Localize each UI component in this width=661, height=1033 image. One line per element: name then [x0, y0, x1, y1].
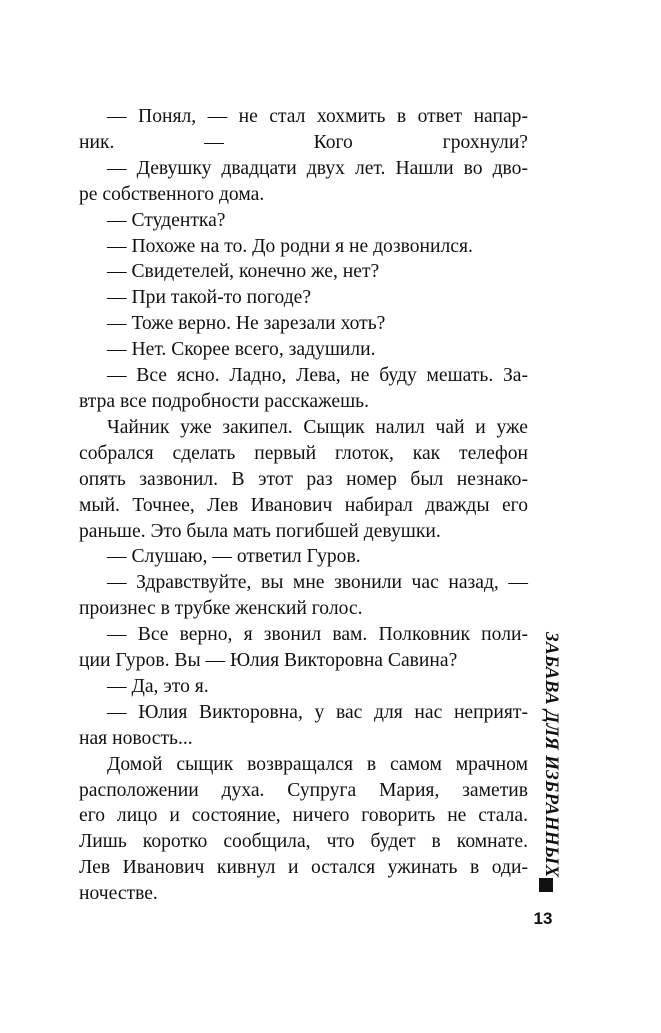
running-head-title: ЗАБАВА ДЛЯ ИЗБРАННЫХ — [541, 632, 562, 878]
line: втра все подробности расскажешь. — [79, 390, 369, 412]
line: расположении духа. Супруга Мария, заметив — [79, 779, 528, 801]
line: — Тоже верно. Не зарезали хоть? — [107, 313, 386, 335]
line: ре собственного дома. — [79, 183, 265, 205]
line: — Нет. Скорее всего, задушили. — [107, 339, 376, 361]
square-marker-icon — [539, 878, 553, 892]
line: — Все верно, я звонил вам. Полковник поли- — [107, 624, 528, 646]
line: Домой сыщик возвращался в самом мрачном — [107, 753, 528, 775]
line: — Свидетелей, конечно же, нет? — [107, 261, 380, 283]
line: раньше. Это была мать погибшей девушки. — [79, 520, 441, 542]
line: ник. — Кого грохнули? — [79, 131, 528, 153]
line: — При такой-то погоде? — [107, 287, 312, 309]
line: — Юлия Викторовна, у вас для нас неприят- — [107, 701, 528, 723]
page-number: 13 — [533, 909, 553, 928]
line: его лицо и состояние, ничего говорить не стала. — [79, 805, 528, 827]
running-head — [530, 632, 566, 900]
line: собрался сделать первый глоток, как телефон — [79, 442, 528, 464]
line: Чайник уже закипел. Сыщик налил чай и уже — [107, 416, 528, 438]
line: — Студентка? — [107, 209, 226, 231]
line: Лев Иванович кивнул и остался ужинать в оди- — [79, 857, 528, 879]
line: Лишь коротко сообщила, что будет в комнате. — [79, 831, 528, 853]
line: — Понял, — не стал хохмить в ответ напар- — [107, 106, 528, 127]
body-text — [79, 104, 528, 907]
line: ная новость... — [79, 727, 193, 749]
line: — Да, это я. — [107, 675, 209, 697]
line: произнес в трубке женский голос. — [79, 598, 363, 620]
line: — Слушаю, — ответил Гуров. — [107, 546, 361, 568]
line: — Похоже на то. До родни я не дозвонился. — [107, 235, 473, 257]
line: — Здравствуйте, вы мне звонили час назад, — — [107, 572, 528, 594]
line: — Все ясно. Ладно, Лева, не буду мешать. За- — [107, 365, 528, 387]
line: опять зазвонил. В этот раз номер был незнако- — [79, 468, 528, 490]
line: — Девушку двадцати двух лет. Нашли во дво- — [107, 157, 528, 179]
line: ции Гуров. Вы — Юлия Викторовна Савина? — [79, 650, 458, 672]
line: мый. Точнее, Лев Иванович набирал дважды его — [79, 494, 528, 516]
line: ночестве. — [79, 883, 158, 905]
